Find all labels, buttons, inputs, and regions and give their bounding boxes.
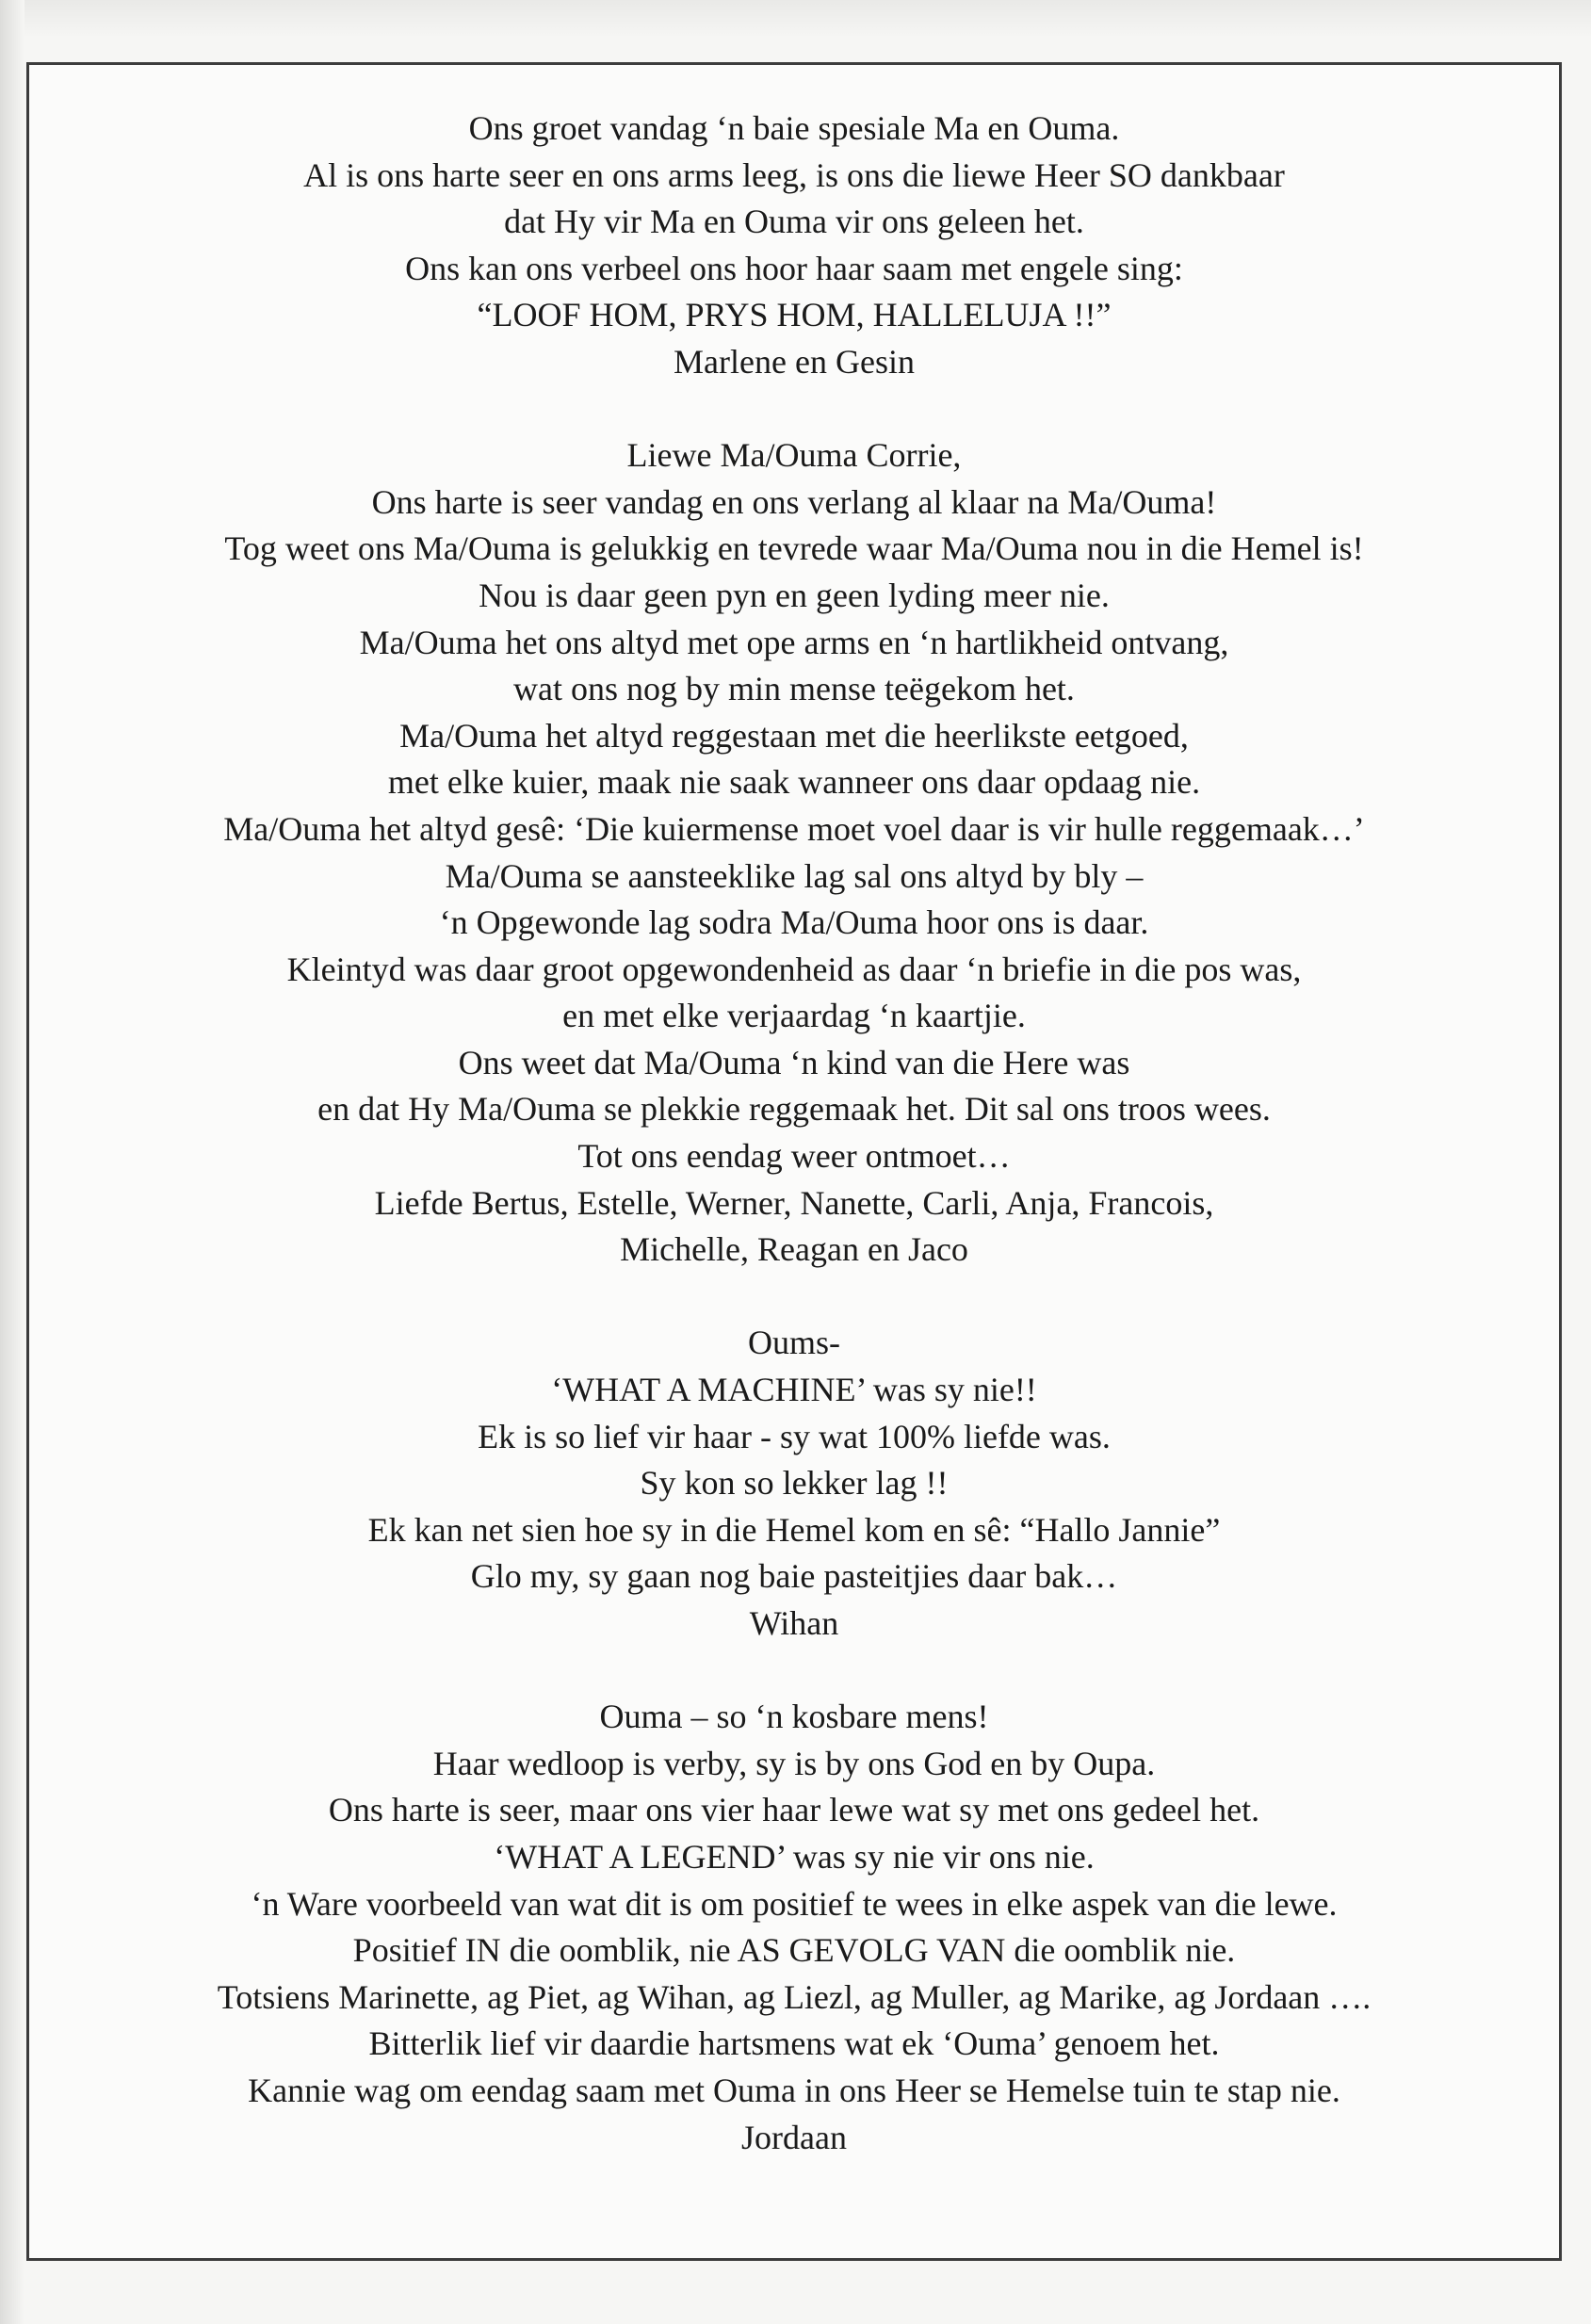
text-line: wat ons nog by min mense teëgekom het. <box>513 670 1075 708</box>
text-line: Kannie wag om eendag saam met Ouma in ons Heer se Hemelse tuin te stap nie. <box>248 2071 1340 2109</box>
text-line: Positief IN die oomblik, nie AS GEVOLG VAN die oomblik nie. <box>352 1931 1236 1970</box>
text-line: Nou is daar geen pyn en geen lyding meer nie. <box>479 576 1110 614</box>
text-line: dat Hy vir Ma en Ouma vir ons geleen het. <box>504 203 1084 241</box>
text-line: Ons harte is seer vandag en ons verlang al klaar na Ma/Ouma! <box>371 482 1217 521</box>
signature-line: Wihan <box>749 1604 839 1642</box>
tribute-bertus-family <box>26 432 1562 1274</box>
greeting-line: Oums- <box>748 1324 840 1362</box>
text-line: ‘n Opgewonde lag sodra Ma/Ouma hoor ons is daar. <box>439 903 1149 942</box>
text-line: Ek is so lief vir haar - sy wat 100% liefde was. <box>478 1417 1111 1455</box>
text-line: Ma/Ouma het ons altyd met ope arms en ‘n hartlikheid ontvang, <box>359 623 1229 661</box>
text-line: Tot ons eendag weer ontmoet… <box>577 1137 1011 1176</box>
text-line: Kleintyd was daar groot opgewondenheid as daar ‘n briefie in die pos was, <box>286 950 1302 988</box>
text-line: ‘n Ware voorbeeld van wat dit is om positief te wees in elke aspek van die lewe. <box>251 1884 1338 1923</box>
section-gap <box>26 1274 1562 1321</box>
tribute-wihan <box>26 1320 1562 1647</box>
section-gap <box>26 386 1562 433</box>
text-line: Ek kan net sien hoe sy in die Hemel kom en sê: “Hallo Jannie” <box>367 1510 1221 1549</box>
signature-line: Michelle, Reagan en Jaco <box>620 1230 968 1269</box>
text-line: en dat Hy Ma/Ouma se plekkie reggemaak het. Dit sal ons troos wees. <box>317 1090 1271 1129</box>
tribute-text-block <box>26 106 1562 2161</box>
text-line: Ons groet vandag ‘n baie spesiale Ma en Ouma. <box>468 109 1120 147</box>
text-line: Glo my, sy gaan nog baie pasteitjies daar bak… <box>470 1557 1118 1596</box>
signature-line: Jordaan <box>741 2118 847 2156</box>
text-line: Ma/Ouma se aansteeklike lag sal ons altyd by bly – <box>445 856 1144 895</box>
text-line: “LOOF HOM, PRYS HOM, HALLELUJA !!” <box>477 296 1112 334</box>
text-line: en met elke verjaardag ‘n kaartjie. <box>562 997 1026 1035</box>
tribute-marlene <box>26 106 1562 386</box>
greeting-line: Liewe Ma/Ouma Corrie, <box>626 436 962 475</box>
text-line: Ons kan ons verbeel ons hoor haar saam met engele sing: <box>405 249 1183 287</box>
text-line: ‘WHAT A LEGEND’ was sy nie vir ons nie. <box>494 1837 1095 1876</box>
text-line: Totsiens Marinette, ag Piet, ag Wihan, ag Liezl, ag Muller, ag Marike, ag Jordaan …. <box>217 1977 1372 2016</box>
greeting-line: Ouma – so ‘n kosbare mens! <box>599 1698 989 1736</box>
text-line: Sy kon so lekker lag !! <box>640 1464 949 1503</box>
text-line: Ma/Ouma het altyd gesê: ‘Die kuiermense moet voel daar is vir hulle reggemaak…’ <box>223 809 1365 848</box>
text-line: Al is ons harte seer en ons arms leeg, is ons die liewe Heer SO dankbaar <box>303 155 1285 194</box>
section-gap <box>26 1648 1562 1695</box>
tribute-jordaan <box>26 1694 1562 2161</box>
text-line: Bitterlik lief vir daardie hartsmens wat ek ‘Ouma’ genoem het. <box>368 2024 1220 2063</box>
text-line: Tog weet ons Ma/Ouma is gelukkig en tevrede waar Ma/Ouma nou in die Hemel is! <box>224 529 1364 568</box>
text-line: ‘WHAT A MACHINE’ was sy nie!! <box>551 1371 1037 1409</box>
signature-line: Liefde Bertus, Estelle, Werner, Nanette, Carli, Anja, Francois, <box>374 1183 1214 1222</box>
scan-shadow-left <box>0 0 24 2324</box>
text-line: met elke kuier, maak nie saak wanneer ons daar opdaag nie. <box>387 763 1201 802</box>
scan-shadow-top <box>0 0 1591 38</box>
signature-line: Marlene en Gesin <box>674 342 915 381</box>
text-line: Haar wedloop is verby, sy is by ons God en by Oupa. <box>432 1744 1156 1782</box>
text-line: Ma/Ouma het altyd reggestaan met die heerlikste eetgoed, <box>399 716 1189 755</box>
text-line: Ons harte is seer, maar ons vier haar lewe wat sy met ons gedeel het. <box>328 1791 1260 1829</box>
text-line: Ons weet dat Ma/Ouma ‘n kind van die Here was <box>458 1043 1130 1081</box>
